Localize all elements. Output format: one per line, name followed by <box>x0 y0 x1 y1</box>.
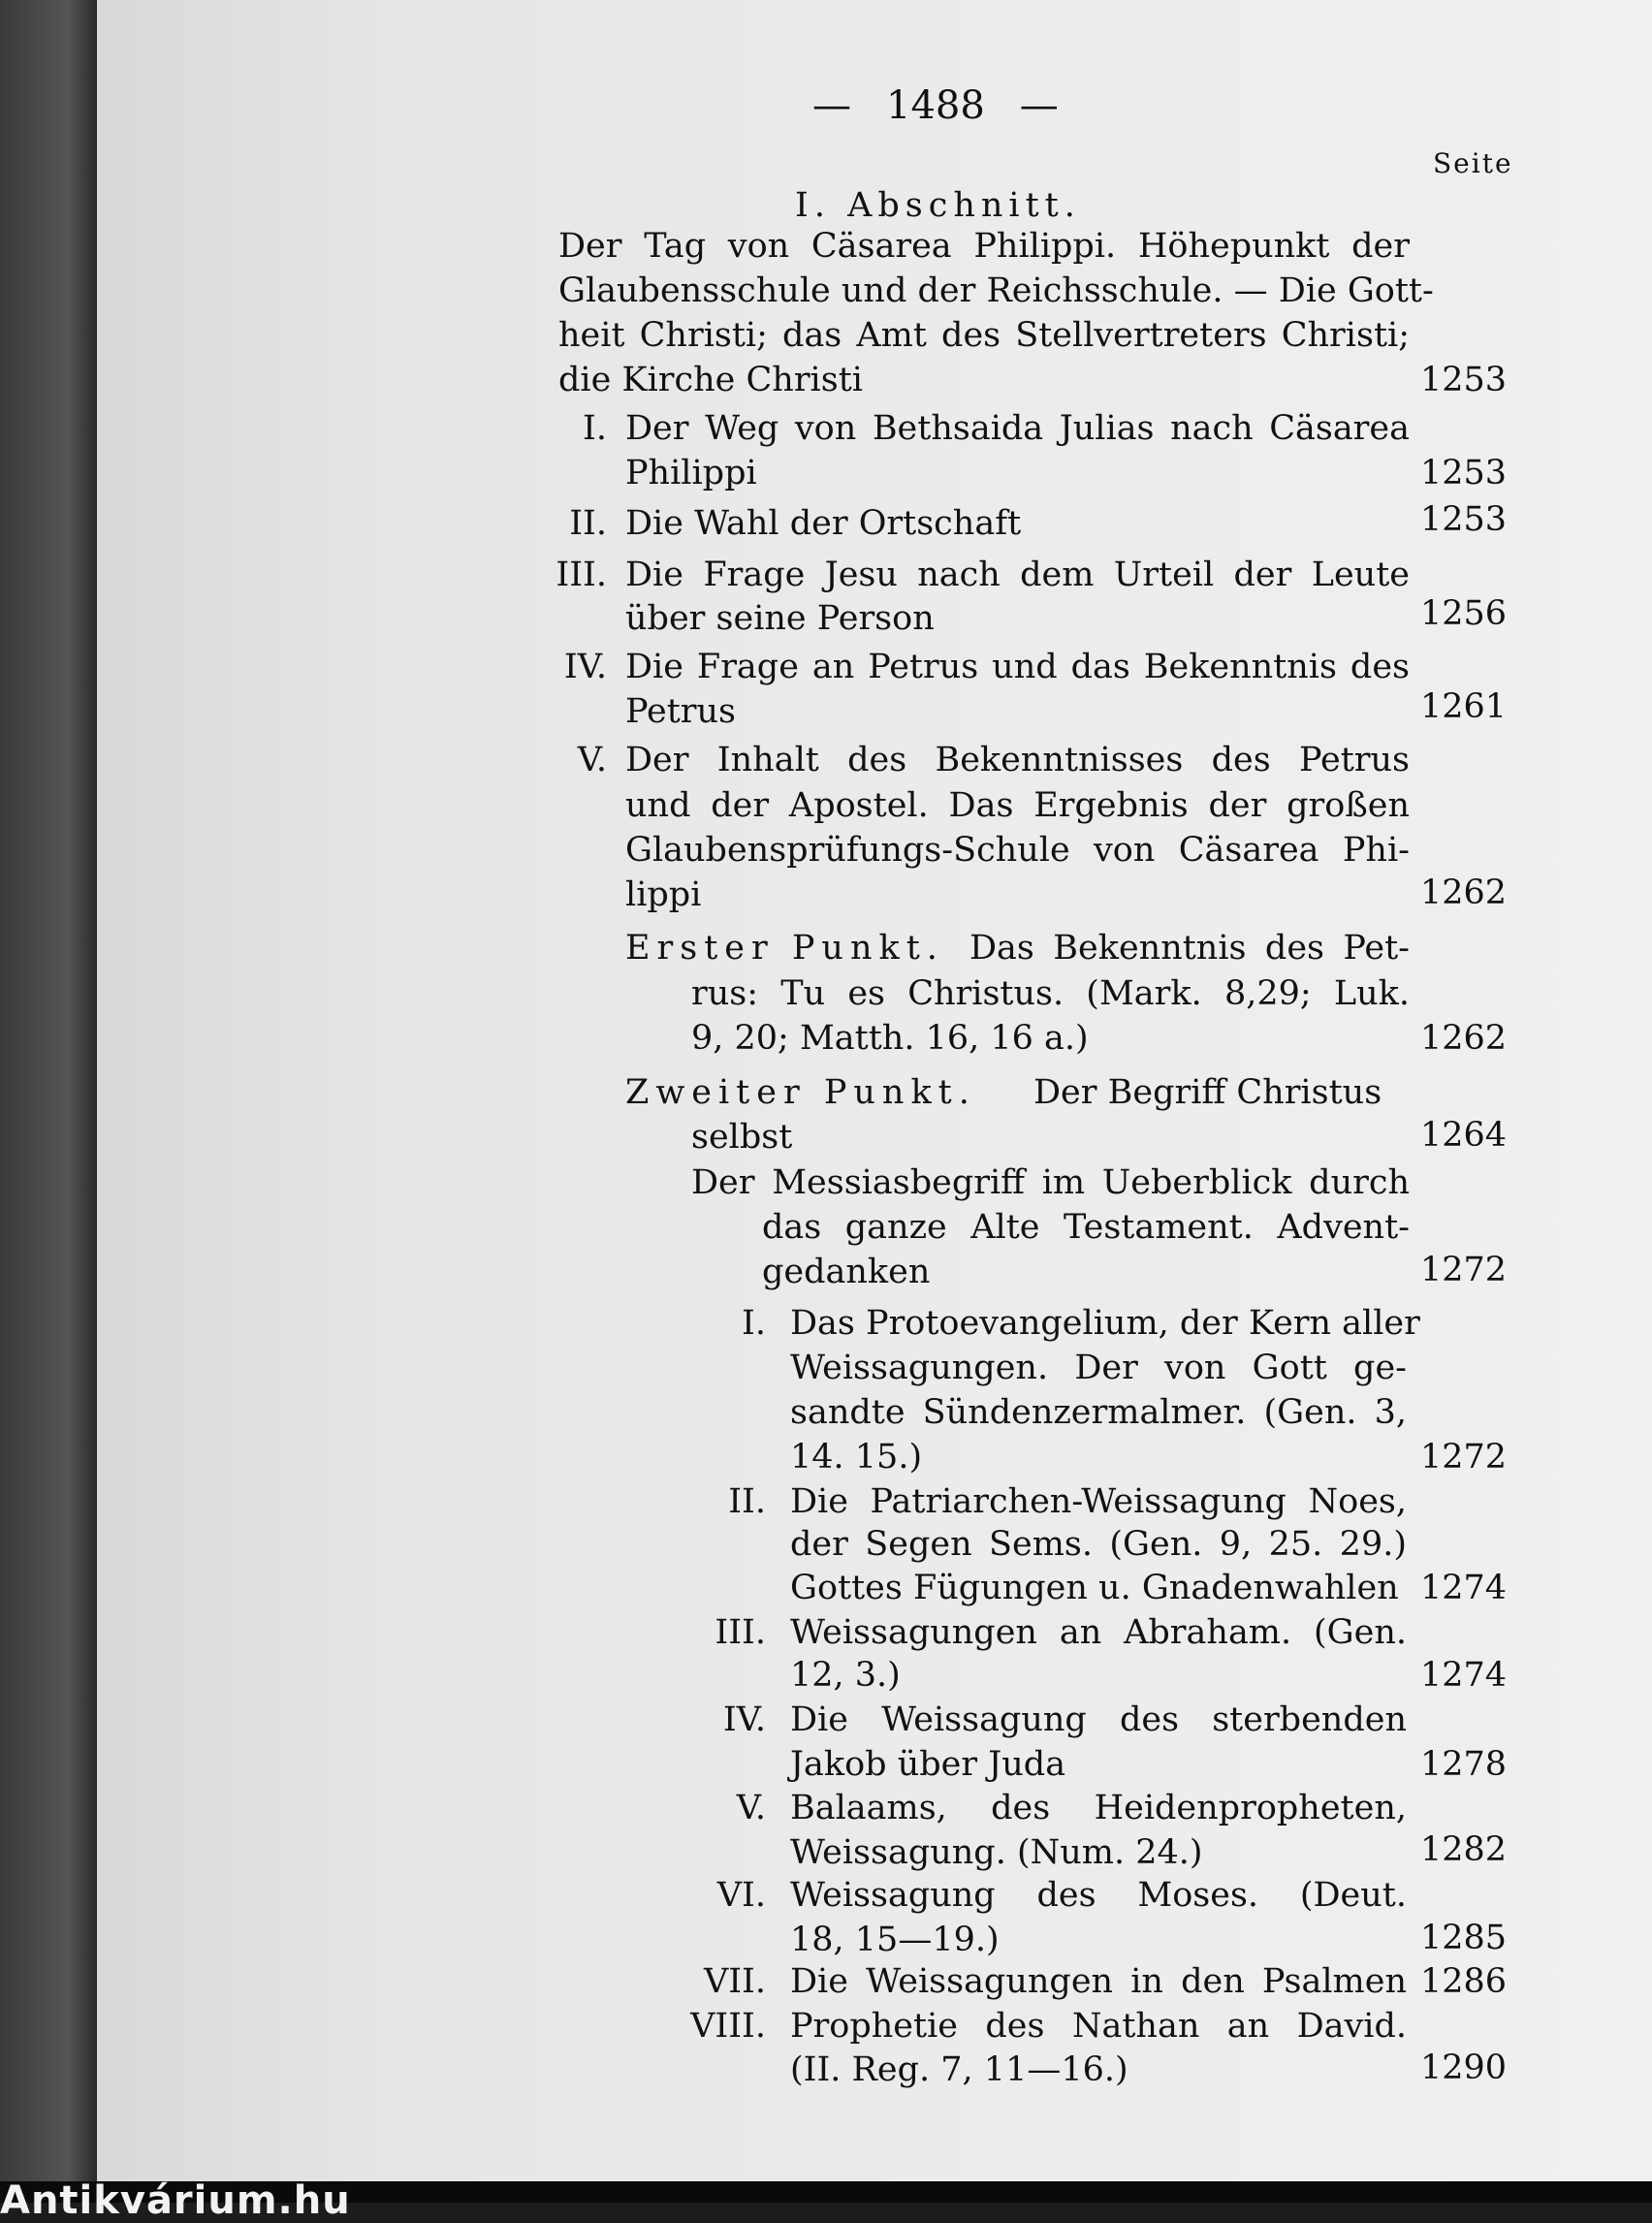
header-dash-right: — <box>1019 83 1059 128</box>
punkt-1-line-2: rus: Tu es Christus. (Mark. 8,29; Luk. <box>691 974 1410 1013</box>
entry-4-line-1: Die Frage an Petrus und das Bekenntnis des <box>625 648 1410 686</box>
intro-line-2: Glaubensschule und der Reichsschule. — Die Gott- <box>558 271 1434 310</box>
sub-5-line-1: Balaams, des Heidenpropheten, <box>790 1789 1407 1827</box>
intro-line-3: heit Christi; das Amt des Stellvertreters Christi; <box>558 316 1410 355</box>
punkt-1-line-1: Das Bekenntnis des Pet- <box>969 929 1410 968</box>
entry-1-line-2: Philippi <box>625 454 757 492</box>
sub-1-line-1: Das Protoevangelium, der Kern aller <box>790 1304 1420 1343</box>
messias-line-1: Der Messiasbegriff im Ueberblick durch <box>691 1163 1410 1202</box>
sub-4-line-2: Jakob über Juda <box>790 1745 1066 1784</box>
header-dash-left: — <box>812 83 851 128</box>
entry-2-num: II. <box>569 504 607 543</box>
sub-1-page: 1272 <box>1420 1438 1508 1477</box>
intro-line-1: Der Tag von Cäsarea Philippi. Höhepunkt der <box>558 227 1410 266</box>
sub-3-line-1: Weissagungen an Abraham. (Gen. <box>790 1613 1407 1652</box>
sub-8-num: VIII. <box>690 2007 766 2046</box>
entry-4-num: IV. <box>563 648 607 686</box>
sub-7-page: 1286 <box>1420 1962 1508 2001</box>
sub-1-line-3: sandte Sündenzermalmer. (Gen. 3, <box>790 1393 1407 1432</box>
entry-3-page: 1256 <box>1420 594 1508 633</box>
sub-3-line-2: 12, 3.) <box>790 1656 901 1695</box>
punkt-1-page: 1262 <box>1420 1019 1508 1058</box>
sub-6-line-1: Weissagung des Moses. (Deut. <box>790 1876 1407 1915</box>
sub-5-num: V. <box>736 1789 766 1827</box>
intro-page: 1253 <box>1420 361 1508 399</box>
punkt-2-label: Zweiter Punkt. <box>625 1073 976 1112</box>
entry-5-line-4: lippi <box>625 875 702 914</box>
section-title: I. Abschnitt. <box>795 186 1081 225</box>
page-header <box>795 83 1076 128</box>
sub-4-num: IV. <box>722 1700 766 1739</box>
entry-5-line-1: Der Inhalt des Bekenntnisses des Petrus <box>625 741 1410 779</box>
sub-1-line-2: Weissagungen. Der von Gott ge- <box>790 1349 1407 1387</box>
sub-6-num: VI. <box>716 1876 766 1915</box>
entry-3-line-1: Die Frage Jesu nach dem Urteil der Leute <box>625 556 1410 594</box>
sub-4-line-1: Die Weissagung des sterbenden <box>790 1700 1407 1739</box>
entry-5-num: V. <box>577 741 607 779</box>
punkt-1-line-3: 9, 20; Matth. 16, 16 a.) <box>691 1019 1089 1058</box>
intro-line-4: die Kirche Christi <box>558 361 863 399</box>
sub-1-num: I. <box>742 1304 766 1343</box>
entry-2-line-1: Die Wahl der Ortschaft <box>625 504 1022 543</box>
messias-page: 1272 <box>1420 1251 1508 1289</box>
sub-2-line-1: Die Patriarchen-Weissagung Noes, <box>790 1482 1407 1521</box>
sub-2-line-3: Gottes Fügungen u. Gnadenwahlen <box>790 1569 1399 1607</box>
sub-6-line-2: 18, 15—19.) <box>790 1921 1000 1959</box>
entry-4-page: 1261 <box>1420 687 1508 726</box>
entry-4-line-2: Petrus <box>625 692 736 731</box>
sub-8-line-2: (II. Reg. 7, 11—16.) <box>790 2050 1128 2089</box>
sub-5-line-2: Weissagung. (Num. 24.) <box>790 1833 1203 1872</box>
entry-3-line-2: über seine Person <box>625 599 935 638</box>
punkt-2-line-2: selbst <box>691 1118 793 1157</box>
sub-4-page: 1278 <box>1420 1745 1508 1784</box>
sub-3-page: 1274 <box>1420 1656 1508 1695</box>
punkt-2-page: 1264 <box>1420 1116 1508 1155</box>
sub-1-line-4: 14. 15.) <box>790 1438 923 1477</box>
entry-5-page: 1262 <box>1420 873 1508 912</box>
page-number: 1488 <box>886 83 985 128</box>
seite-label: Seite <box>1433 147 1513 179</box>
sub-6-page: 1285 <box>1420 1919 1508 1957</box>
entry-5-line-3: Glaubensprüfungs-Schule von Cäsarea Phi- <box>625 831 1410 870</box>
sub-2-page: 1274 <box>1420 1569 1508 1607</box>
sub-3-num: III. <box>715 1613 766 1652</box>
entry-1-line-1: Der Weg von Bethsaida Julias nach Cäsarea <box>625 409 1410 448</box>
watermark: Antikvárium.hu <box>0 2178 351 2223</box>
sub-8-page: 1290 <box>1420 2048 1508 2087</box>
sub-8-line-1: Prophetie des Nathan an David. <box>790 2007 1407 2046</box>
punkt-2-line-1: Der Begriff Christus <box>1033 1073 1382 1112</box>
sub-2-num: II. <box>728 1482 766 1521</box>
sub-5-page: 1282 <box>1420 1830 1508 1869</box>
sub-7-num: VII. <box>703 1962 766 2001</box>
sub-2-line-2: der Segen Sems. (Gen. 9, 25. 29.) <box>790 1525 1407 1564</box>
entry-3-num: III. <box>556 556 607 594</box>
entry-1-num: I. <box>583 409 607 448</box>
punkt-1-label: Erster Punkt. <box>625 929 944 968</box>
entry-1-page: 1253 <box>1420 454 1508 492</box>
sub-7-line-1: Die Weissagungen in den Psalmen <box>790 1962 1407 2001</box>
entry-5-line-2: und der Apostel. Das Ergebnis der großen <box>625 786 1410 825</box>
messias-line-3: gedanken <box>762 1253 931 1291</box>
messias-line-2: das ganze Alte Testament. Advent- <box>762 1208 1410 1247</box>
book-gutter-shadow <box>0 0 97 2203</box>
entry-2-page: 1253 <box>1420 500 1508 539</box>
